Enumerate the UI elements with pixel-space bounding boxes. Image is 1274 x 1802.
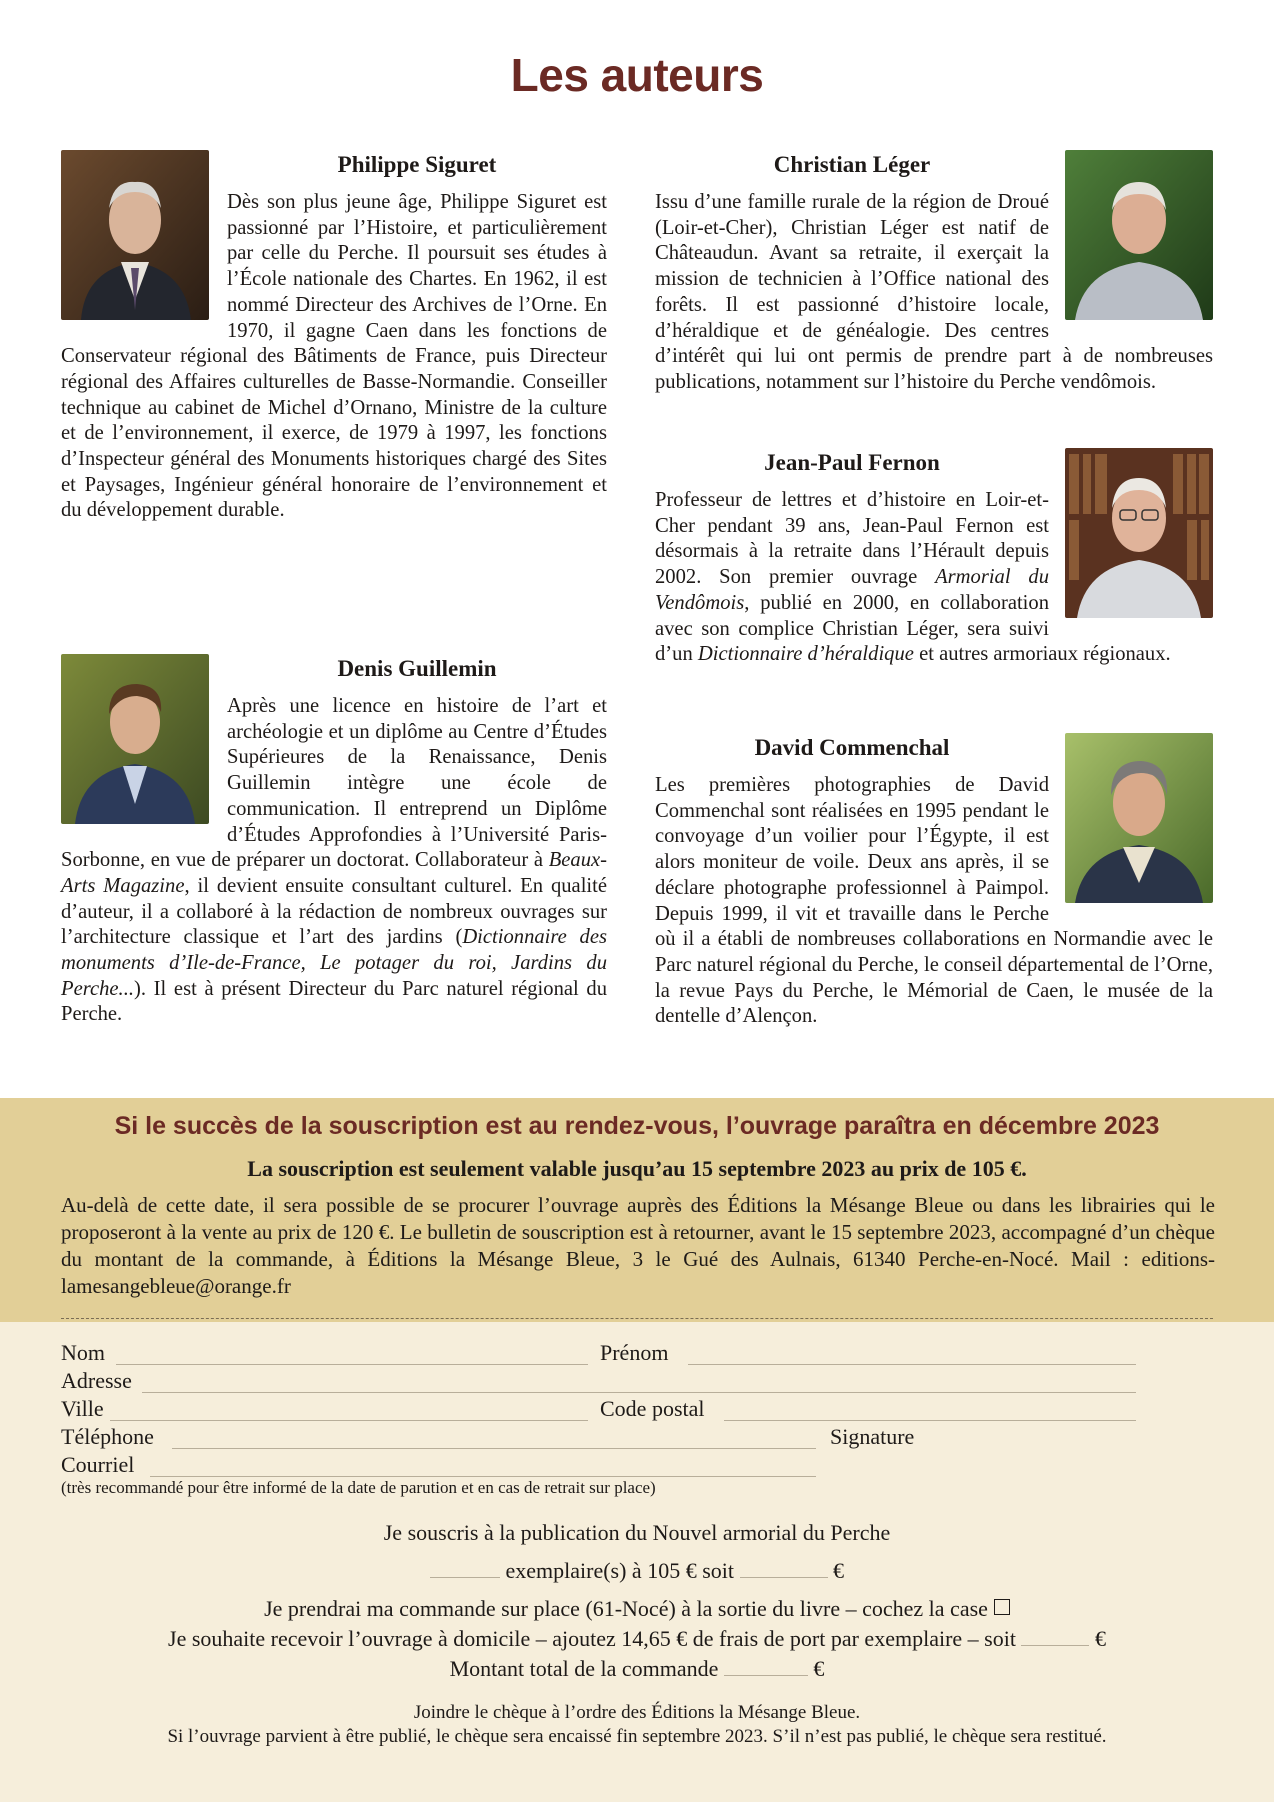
sur-place-row — [0, 1596, 1274, 1622]
label-signature: Signature — [830, 1424, 915, 1449]
prenom-input[interactable] — [688, 1364, 1136, 1365]
courriel-note: (très recommandé pour être informé de la date de parution et en cas de retrait sur place) — [61, 1478, 656, 1497]
nom-input[interactable] — [116, 1364, 588, 1365]
adresse-input[interactable] — [142, 1392, 1136, 1393]
author-philippe-siguret — [61, 150, 607, 524]
sur-place-label: Je prendrai ma commande sur place (61-Nocé) à la sortie du livre – cochez la case — [264, 1596, 988, 1621]
subscription-validity: La souscription est seulement valable jusqu’au 15 septembre 2023 au prix de 105 €. — [247, 1156, 1027, 1181]
sur-place-checkbox[interactable] — [994, 1599, 1010, 1615]
exemplaires-row — [0, 1558, 1274, 1584]
exemplaires-label: exemplaire(s) à 105 € soit — [505, 1558, 734, 1583]
label-prenom: Prénom — [600, 1340, 669, 1365]
portrait-jean-paul-fernon — [1065, 448, 1213, 618]
subtotal-input[interactable] — [740, 1577, 828, 1578]
courriel-input[interactable] — [150, 1476, 816, 1477]
author-bio: Issu d’une famille rurale de la région de Droué (Loir-et-Cher), Christian Léger est natif de Châteaudun. Avant sa retraite, il exerçait la mission de technicien à l’Office national des forêts. Il est passionné d’histoire locale, d’héraldique et de généalogie. Des centres d’intérêt qui lui ont permis de prendre part à de nombreuses publications, notamment sur l’histoire du Perche vendômois. — [655, 191, 1213, 393]
code-postal-input[interactable] — [724, 1420, 1136, 1421]
quantity-input[interactable] — [430, 1577, 500, 1578]
ville-input[interactable] — [110, 1420, 588, 1421]
author-christian-leger — [655, 150, 1213, 396]
author-name: Christian Léger — [773, 152, 931, 177]
euro-sign: € — [1094, 1626, 1106, 1651]
euro-sign: € — [813, 1656, 825, 1681]
portrait-david-commenchal — [1065, 733, 1213, 903]
author-bio: Après une licence en histoire de l’art et archéologie et un diplôme au Centre d’Études Supérieures de la Renaissance, Denis Guillemin intègre une école de communication. Il entreprend un Diplôme d’Études Approfondies à l’Université Paris-Sorbonne, en vue de préparer un doctorat. Collaborateur à Beaux-Arts Magazine, il devient ensuite consultant culturel. En qualité d’auteur, il a collaboré à la rédaction de nombreux ouvrages sur l’architecture classique et l’art des jardins (Dictionnaire des monuments d’Ile-de-France, Le potager du roi, Jardins du Perche...). Il est à présent Directeur du Parc naturel régional du Perche. — [61, 695, 608, 1026]
author-name: Jean-Paul Fernon — [764, 450, 940, 475]
footer-cheque: Joindre le chèque à l’ordre des Éditions la Mésange Bleue. — [413, 1702, 861, 1723]
footer-encaissement: Si l’ouvrage parvient à être publié, le chèque sera encaissé fin septembre 2023. S’il n’est pas publié, le chèque sera restitué. — [167, 1726, 1107, 1747]
author-name: Philippe Siguret — [337, 152, 497, 177]
label-adresse: Adresse — [61, 1368, 132, 1393]
author-bio: Dès son plus jeune âge, Philippe Siguret est passionné par l’Histoire, et particulièrement par celle du Perche. Il poursuit ses études à l’École nationale des Chartes. En 1962, il est nommé Directeur des Archives de l’Orne. En 1970, il gagne Caen dans les fonctions de Conservateur régional des Bâtiments de France, puis Directeur régional des Affaires culturelles de Basse-Normandie. Conseiller technique au cabinet de Michel d’Ornano, Ministre de la culture et de l’environnement, il exerce, de 1979 à 1997, les fonctions d’Inspecteur général des Monuments historiques chargé des Sites et Paysages, Ingénieur général honoraire de l’environnement et du développement durable. — [61, 191, 607, 522]
author-bio: Professeur de lettres et d’histoire en Loir-et-Cher pendant 39 ans, Jean-Paul Fernon est désormais à la retraite dans l’Hérault depuis 2002. Son premier ouvrage Armorial du Vendômois, publié en 2000, en collaboration avec son complice Christian Léger, sera suivi d’un Dictionnaire d’héraldique et autres armoriaux régionaux. — [655, 489, 1171, 666]
author-denis-guillemin — [61, 654, 607, 1028]
label-code-postal: Code postal — [600, 1396, 705, 1421]
euro-sign: € — [833, 1558, 844, 1583]
shipping-input[interactable] — [1021, 1645, 1089, 1646]
author-name: Denis Guillemin — [337, 656, 497, 681]
telephone-input[interactable] — [172, 1448, 816, 1449]
portrait-philippe-siguret — [61, 150, 209, 320]
label-telephone: Téléphone — [61, 1424, 154, 1449]
portrait-christian-leger — [1065, 150, 1213, 320]
total-label: Montant total de la commande — [449, 1656, 719, 1681]
label-nom: Nom — [61, 1340, 105, 1365]
page-title: Les auteurs — [510, 49, 764, 101]
label-courriel: Courriel — [61, 1452, 135, 1477]
subscription-headline: Si le succès de la souscription est au rendez-vous, l’ouvrage paraîtra en décembre 2023 — [114, 1112, 1160, 1140]
domicile-row — [0, 1626, 1274, 1652]
author-bio: Les premières photographies de David Commenchal sont réalisées en 1995 pendant le convoyage d’un voilier pour l’Égypte, il est alors moniteur de voile. Deux ans après, il se déclare photographe professionnel à Paimpol. Depuis 1999, il vit et travaille dans le Perche où il a établi de nombreuses collaborations en Normandie avec le Parc naturel régional du Perche, le conseil départemental de l’Orne, la revue Pays du Perche, le Mémorial de Caen, le musée de la dentelle d’Alençon. — [655, 774, 1213, 1028]
label-ville: Ville — [61, 1396, 104, 1421]
total-input[interactable] — [724, 1675, 808, 1676]
author-david-commenchal — [655, 733, 1213, 1030]
portrait-denis-guillemin — [61, 654, 209, 824]
domicile-label: Je souhaite recevoir l’ouvrage à domicile – ajoutez 14,65 € de frais de port par exemplaire – soit — [168, 1626, 1016, 1651]
author-name: David Commenchal — [754, 735, 950, 760]
cut-line — [61, 1318, 1213, 1319]
souscris-text: Je souscris à la publication du Nouvel armorial du Perche — [383, 1520, 891, 1545]
total-row — [0, 1656, 1274, 1682]
subscription-details: Au-delà de cette date, il sera possible de se procurer l’ouvrage auprès des Éditions la Mésange Bleue ou dans les librairies qui le proposeront à la vente au prix de 120 €. Le bulletin de souscription est à retourner, avant le 15 septembre 2023, accompagné d’un chèque du montant de la commande, à Éditions la Mésange Bleue, 3 le Gué des Aulnais, 61340 Perche-en-Nocé. Mail : editions-lamesangebleue@orange.fr — [61, 1193, 1215, 1298]
author-jean-paul-fernon — [655, 448, 1213, 668]
